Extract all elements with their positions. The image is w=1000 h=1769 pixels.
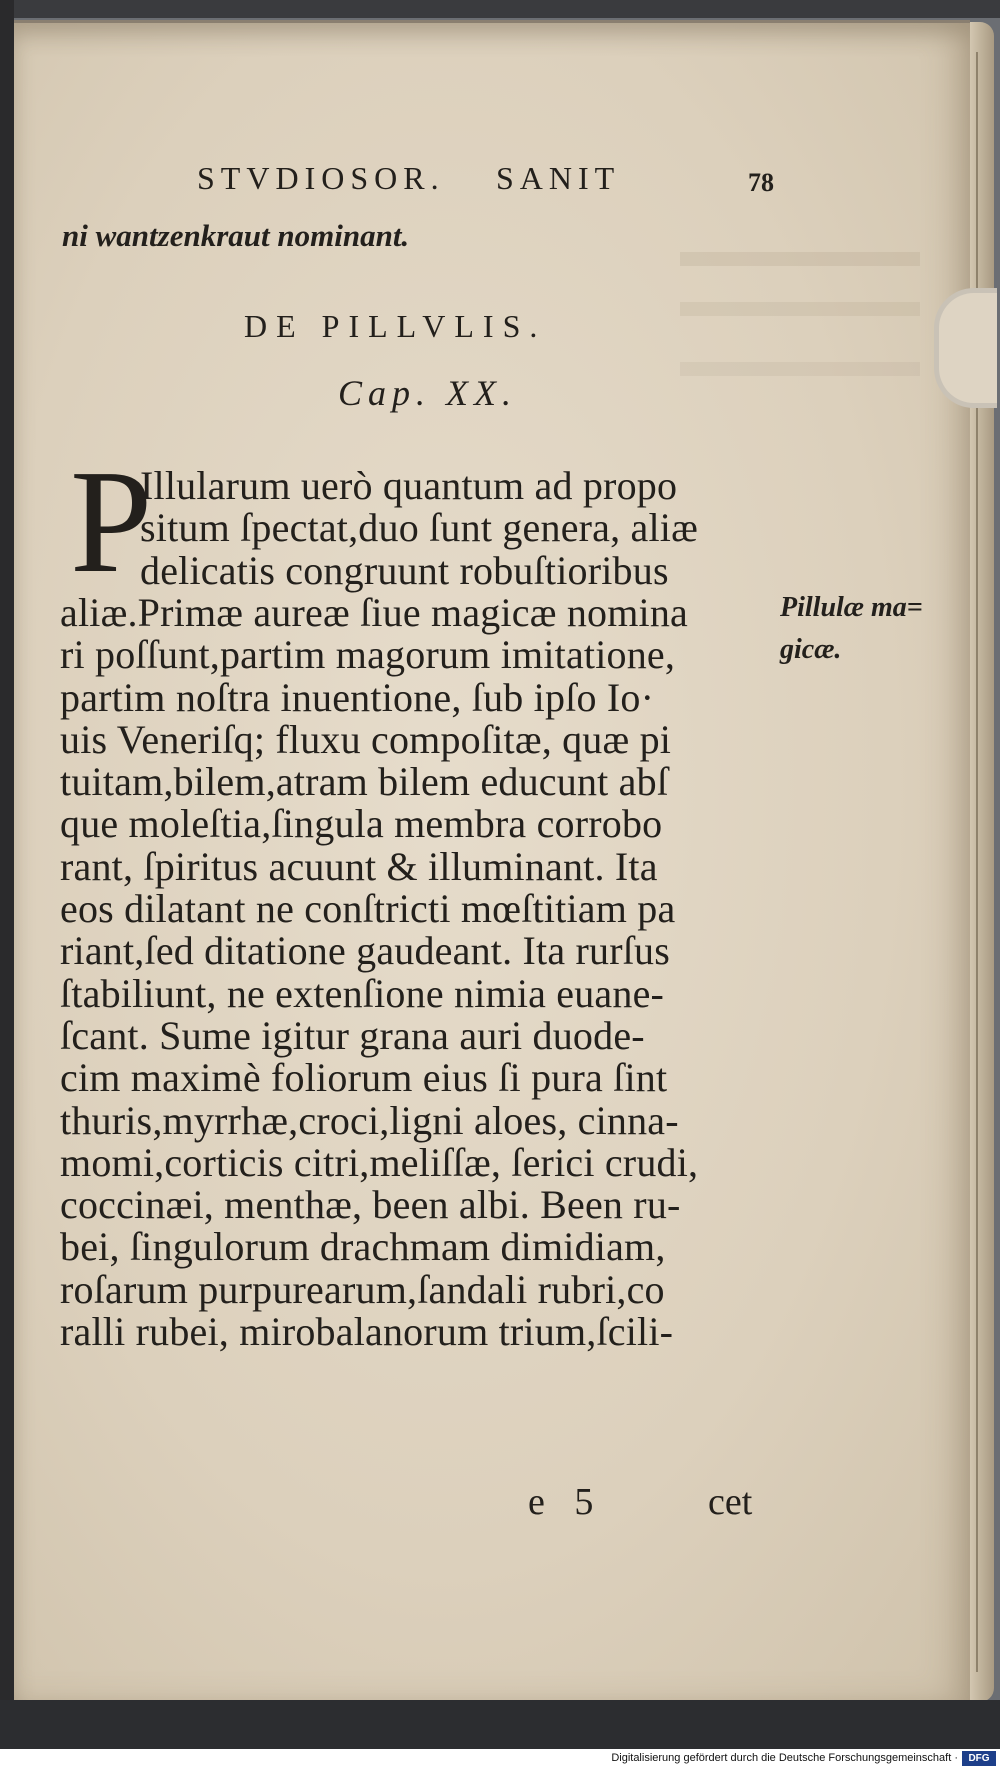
body-line: ri poſſunt,partim magorum imitatione,	[60, 632, 676, 678]
body-line: aliæ.Primæ aureæ ſiue magicæ nomina	[60, 589, 689, 635]
body-line: coccinæi, menthæ, been albi. Been ru-	[60, 1182, 681, 1228]
page-tab-marker	[934, 288, 997, 408]
bleed-through-shadow	[680, 342, 920, 376]
body-line: cim maximè foliorum eius ſi pura ſint	[60, 1055, 668, 1101]
page-number: 78	[748, 168, 774, 197]
chapter-number: Cap. XX.	[338, 373, 517, 413]
body-line: momi,corticis citri,meliſſæ, ſerici crudi,	[60, 1139, 699, 1185]
body-line: tuitam,bilem,atram bilem educunt abſ	[60, 759, 669, 805]
dfg-logo: DFG	[962, 1751, 996, 1766]
scan-background-top	[0, 0, 1000, 18]
body-line: roſarum purpurearum,ſandali rubri,co	[60, 1266, 665, 1312]
body-line: situm ſpectat,duo ſunt genera, aliæ	[140, 505, 698, 551]
body-line: ſcant. Sume igitur grana auri duode-	[60, 1012, 645, 1058]
body-line: ſtabiliunt, ne extenſione nimia euane-	[60, 970, 665, 1016]
running-head-left: STVDIOSOR.	[197, 160, 445, 196]
body-line: Illularum uerò quantum ad propo	[140, 463, 678, 508]
body-line: que moleſtia,ſingula membra corrobo	[60, 801, 663, 847]
body-line: partim noſtra inuentione, ſub ipſo Io·	[60, 674, 655, 720]
carryover-line: ni wantzenkraut nominant.	[62, 218, 410, 253]
body-line: bei, ſingulorum drachmam dimidiam,	[60, 1224, 666, 1270]
body-line: thuris,myrrhæ,croci,ligni aloes, cinna-	[60, 1097, 679, 1143]
body-line: ralli rubei, mirobalanorum trium,ſcili-	[60, 1309, 674, 1354]
body-line: riant,ſed ditatione gaudeant. Ita rurſus	[60, 928, 671, 974]
body-line: eos dilatant ne conſtricti mœſtitiam pa	[60, 886, 676, 931]
margin-note-line-1: Pillulæ ma=	[780, 592, 923, 623]
body-line: rant, ſpiritus acuunt & illuminant. Ita	[60, 843, 658, 889]
chapter-title: DE PILLVLIS.	[244, 308, 547, 344]
digitization-footer	[0, 1749, 1000, 1769]
bleed-through-shadow	[680, 282, 920, 316]
catchword: cet	[708, 1481, 753, 1523]
running-head-right: SANIT	[496, 160, 621, 196]
drop-cap: P	[70, 440, 153, 604]
body-line: uis Veneriſq; fluxu compoſitæ, quæ pi	[60, 716, 672, 762]
margin-note-line-2: gicæ.	[780, 634, 842, 665]
footer-credit: Digitalisierung gefördert durch die Deutsche Forschungsgemeinschaft ·	[611, 1752, 958, 1764]
signature-mark: e 5	[528, 1481, 594, 1523]
scan-background-bottom	[0, 1700, 1000, 1749]
scan-background-left	[0, 0, 14, 1749]
bleed-through-shadow	[680, 222, 920, 266]
body-line: delicatis congruunt robuſtioribus	[140, 547, 669, 593]
